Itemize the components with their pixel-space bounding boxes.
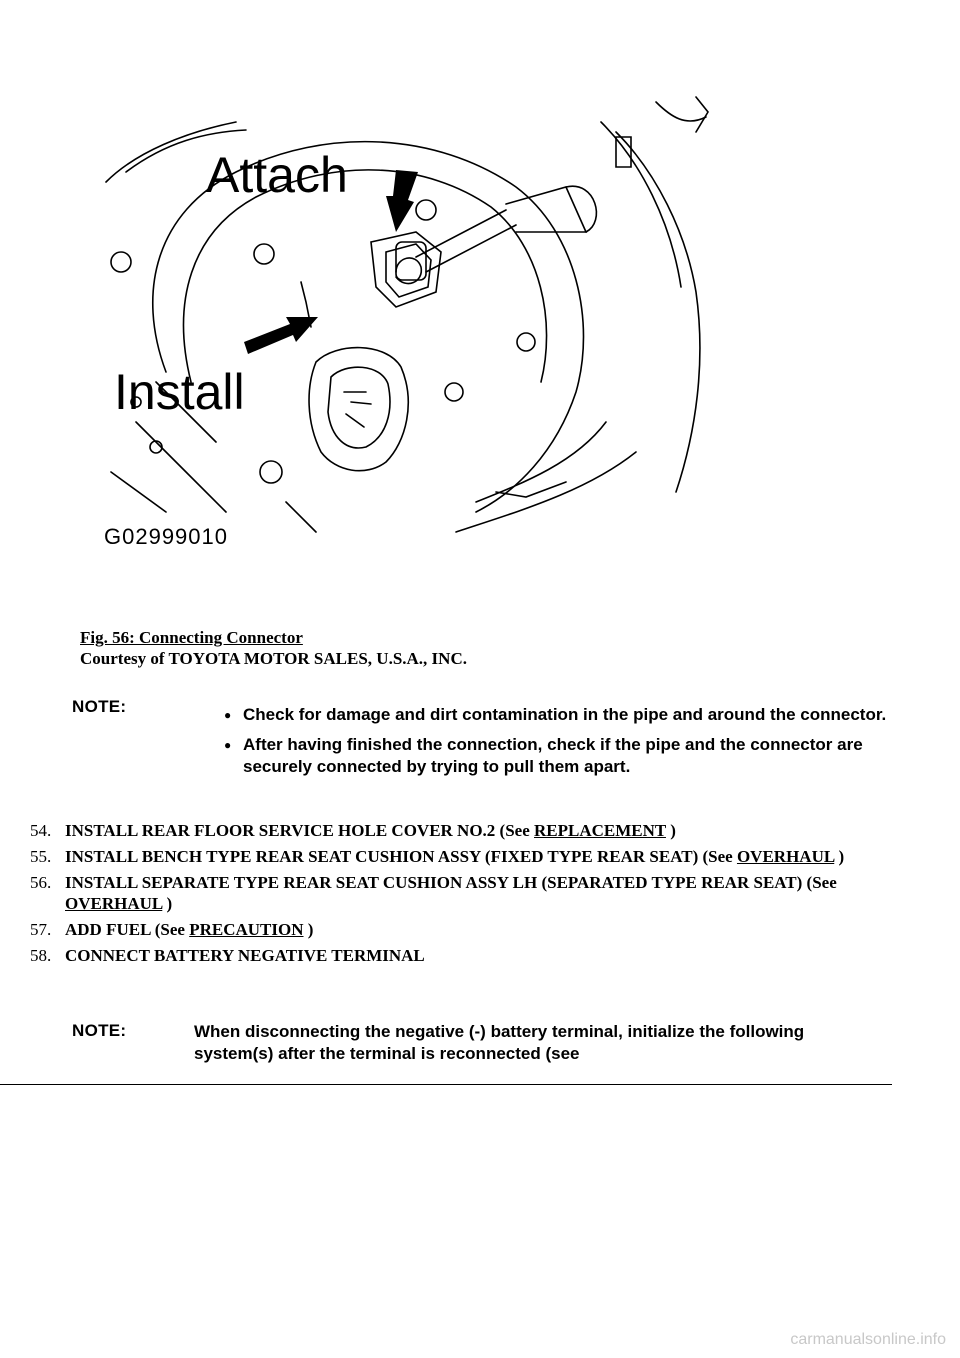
step-number: 54. — [30, 821, 52, 840]
list-item — [220, 704, 900, 726]
note-list — [220, 704, 900, 786]
step-text-after: ) — [665, 821, 676, 840]
note-label: NOTE: — [72, 697, 127, 716]
step-text: ADD FUEL (See — [65, 920, 190, 939]
step-text: CONNECT BATTERY NEGATIVE TERMINAL — [65, 946, 425, 965]
overhaul-link[interactable]: OVERHAUL — [65, 894, 163, 913]
bullet-icon: ● — [224, 708, 232, 722]
overhaul-link[interactable]: OVERHAUL — [736, 847, 835, 866]
step-text-after: ) — [303, 920, 314, 939]
figure-title: Fig. 56: Connecting Connector — [80, 628, 303, 647]
step-text: INSTALL BENCH TYPE REAR SEAT CUSHION ASSY (FIXED TYPE REAR SEAT) (See — [65, 847, 737, 866]
step-number: 55. — [30, 847, 52, 866]
step-number: 56. — [30, 873, 52, 892]
list-item — [220, 734, 900, 778]
step-item — [30, 919, 880, 940]
fuel-pump-diagram — [96, 92, 716, 552]
precaution-link[interactable]: PRECAUTION — [189, 920, 304, 939]
step-item — [30, 872, 880, 914]
attach-label: Attach — [206, 147, 348, 203]
figure-caption — [80, 627, 467, 669]
watermark: carmanualsonline.info — [790, 1331, 946, 1348]
step-number: 58. — [30, 946, 52, 965]
procedure-steps — [30, 820, 880, 971]
connector-illustration — [96, 92, 716, 552]
divider — [0, 1084, 892, 1085]
step-text-after: ) — [162, 894, 173, 913]
install-label: Install — [114, 364, 245, 420]
step-number: 57. — [30, 920, 52, 939]
bullet-icon: ● — [224, 738, 232, 752]
figure-id: G02999010 — [104, 524, 228, 549]
replacement-link[interactable]: REPLACEMENT — [534, 821, 666, 840]
note-item-text: Check for damage and dirt contamination in the pipe and around the connector. — [243, 705, 887, 724]
step-text: INSTALL REAR FLOOR SERVICE HOLE COVER NO.2 (See — [65, 821, 535, 840]
step-text-after: ) — [834, 847, 845, 866]
note-label: NOTE: — [72, 1021, 127, 1040]
step-item — [30, 820, 880, 841]
figure-courtesy: Courtesy of TOYOTA MOTOR SALES, U.S.A., INC. — [80, 649, 467, 668]
step-item — [30, 846, 880, 867]
note-text: When disconnecting the negative (-) battery terminal, initialize the following system(s) after the terminal is reconnected (see — [194, 1022, 805, 1063]
note-item-text: After having finished the connection, check if the pipe and the connector are securely connected by trying to pull them apart. — [243, 735, 863, 776]
step-text: INSTALL SEPARATE TYPE REAR SEAT CUSHION ASSY LH (SEPARATED TYPE REAR SEAT) (See — [65, 873, 837, 892]
step-item — [30, 945, 880, 966]
